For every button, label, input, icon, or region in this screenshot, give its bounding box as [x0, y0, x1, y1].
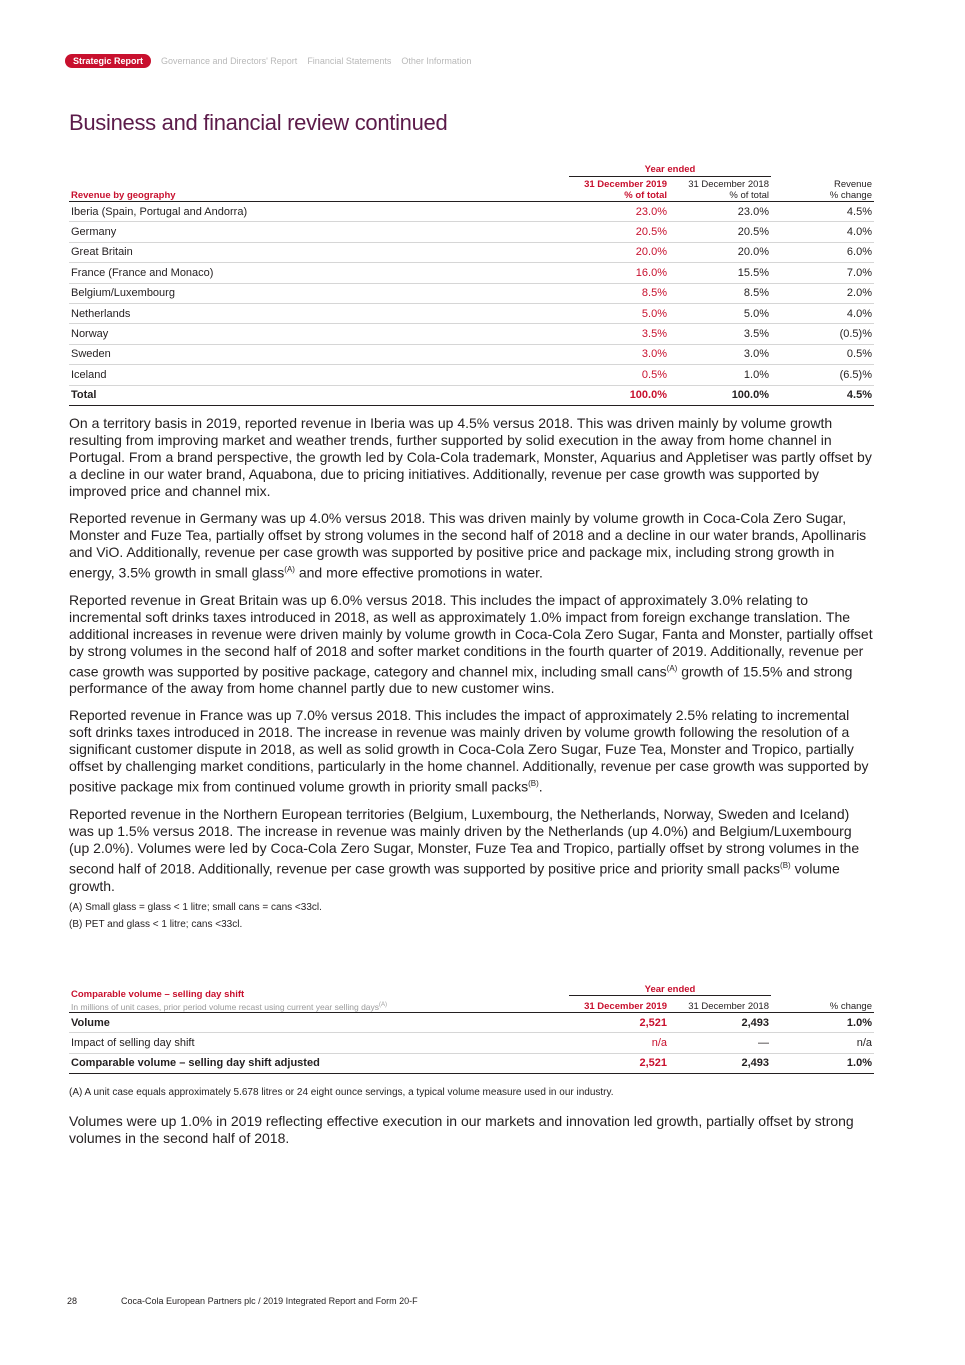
revenue-change: 4.0%	[771, 303, 874, 323]
table-row	[69, 303, 874, 323]
col-2019-header-line1: 31 December 2019	[584, 179, 667, 190]
revenue-v2019: 5.0%	[569, 303, 669, 323]
revenue-change: 4.5%	[771, 202, 874, 222]
table-row	[69, 365, 874, 385]
vol-row-2019: 2,521	[569, 1053, 669, 1073]
paragraph-germany-text-end: and more effective promotions in water.	[294, 564, 543, 581]
vol-row-2019: 2,521	[569, 1013, 669, 1033]
table-row	[69, 222, 874, 242]
vol-row-change: n/a	[771, 1033, 874, 1053]
revenue-change: 7.0%	[771, 263, 874, 283]
vol-year-ended-header: Year ended	[569, 983, 771, 996]
footnote-b: (B) PET and glass < 1 litre; cans <33cl.	[69, 918, 243, 930]
revenue-label: Sweden	[69, 344, 569, 364]
vol-row-2018: 2,493	[669, 1013, 771, 1033]
footnote-ref: (A)	[379, 1002, 388, 1009]
paragraph-gb-text-end: growth of 15.5% and strong performance of the away from home channel partly due to new customer wins.	[69, 663, 853, 697]
nav-governance[interactable]: Governance and Directors' Report	[161, 56, 298, 66]
revenue-label: Iberia (Spain, Portugal and Andorra)	[69, 202, 569, 222]
revenue-v2018: 15.5%	[669, 263, 771, 283]
vol-row-2019: n/a	[569, 1033, 669, 1053]
revenue-v2018: 3.5%	[669, 324, 771, 344]
col-2019-header-line2: % of total	[624, 190, 667, 201]
table-row	[69, 1053, 874, 1073]
footnote-a: (A) Small glass = glass < 1 litre; small cans = cans <33cl.	[69, 901, 322, 913]
vol-row-2018: 2,493	[669, 1053, 771, 1073]
revenue-v2018: 3.0%	[669, 344, 771, 364]
table-row	[69, 263, 874, 283]
col-change-header-line1: Revenue	[833, 179, 872, 190]
vol-col-2018: 31 December 2018	[669, 996, 771, 1013]
col-2018-header	[669, 177, 771, 202]
table-row	[69, 1033, 874, 1053]
table-row	[69, 242, 874, 262]
vol-row-change: 1.0%	[771, 1053, 874, 1073]
vol-row-label: Comparable volume – selling day shift adjusted	[69, 1053, 569, 1073]
revenue-v2019: 16.0%	[569, 263, 669, 283]
table-row	[69, 1013, 874, 1033]
revenue-change: 4.0%	[771, 222, 874, 242]
vol-subtitle	[71, 1000, 567, 1012]
revenue-v2018: 1.0%	[669, 365, 771, 385]
col-change-header	[771, 177, 874, 202]
paragraph-ne-text: Reported revenue in the Northern European territories (Belgium, Luxembourg, the Netherlands, Norway, Sweden and Iceland) was up 1.5% versus 2018. The increase in revenue was mainly driven by the Netherlands (up 4.0%) and Belgium/Luxembourg (up 2.0%). Volumes were led by Coca-Cola Zero Sugar, Monster, Fuze Tea and Tropico, partially offset by strong volumes in the second half of 2018. Additionally, revenue per case growth was supported by positive price and priority small packs	[69, 805, 860, 877]
paragraph-germany	[69, 510, 874, 582]
comparable-volume-table	[69, 983, 874, 1074]
nav-strategic-report[interactable]: Strategic Report	[65, 54, 151, 68]
paragraph-france-text-end: .	[538, 778, 543, 795]
revenue-v2018: 20.0%	[669, 242, 771, 262]
vol-table-title	[69, 989, 569, 1013]
total-2019: 100.0%	[569, 385, 669, 405]
paragraph-ne-text-end: volume growth.	[69, 860, 840, 894]
page-title: Business and financial review continued	[69, 110, 448, 135]
revenue-change: (0.5)%	[771, 324, 874, 344]
footnote-ref: (B)	[780, 860, 791, 870]
revenue-total-row	[69, 385, 874, 405]
vol-col-change: % change	[771, 996, 874, 1013]
footnote-ref: (A)	[666, 663, 678, 673]
revenue-v2019: 3.5%	[569, 324, 669, 344]
total-change: 4.5%	[771, 385, 874, 405]
col-2019-header	[569, 177, 669, 202]
paragraph-france	[69, 707, 874, 796]
vol-col-2019: 31 December 2019	[569, 996, 669, 1013]
paragraph-northern-europe	[69, 806, 874, 895]
footnote-ref: (B)	[528, 779, 539, 789]
paragraph-france-text: Reported revenue in France was up 7.0% versus 2018. This includes the impact of approximately 2.5% relating to incremental soft drinks taxes introduced in 2018. The increase in revenue was mainly driven by volume growth following the resolution of a significant customer dispute in 2018, as well as solid growth in Coca-Cola Zero Sugar, Fuze Tea, Monster and Tropico, partially offset by challenging market conditions, particularly in the home channel. Additionally, revenue per case growth was supported by positive package mix from continued volume growth in priority small packs	[69, 707, 869, 795]
volume-footnote: (A) A unit case equals approximately 5.678 litres or 24 eight ounce servings, a typical volume measure used in our industry.	[69, 1087, 614, 1098]
revenue-label: Iceland	[69, 365, 569, 385]
footer-text: Coca-Cola European Partners plc / 2019 Integrated Report and Form 20-F	[121, 1296, 418, 1306]
revenue-v2019: 20.0%	[569, 242, 669, 262]
top-nav	[65, 54, 471, 68]
revenue-v2018: 20.5%	[669, 222, 771, 242]
revenue-v2019: 23.0%	[569, 202, 669, 222]
table-row	[69, 324, 874, 344]
revenue-v2019: 8.5%	[569, 283, 669, 303]
page-footer	[67, 1296, 418, 1306]
table-row	[69, 344, 874, 364]
vol-row-label: Volume	[69, 1013, 569, 1033]
footnote-ref: (A)	[284, 565, 295, 574]
page-number: 28	[67, 1296, 78, 1306]
vol-title-text: Comparable volume – selling day shift	[71, 989, 245, 1001]
nav-financial-statements[interactable]: Financial Statements	[307, 56, 392, 66]
col-2018-header-line2: % of total	[729, 190, 769, 201]
vol-row-label: Impact of selling day shift	[69, 1033, 569, 1053]
total-2018: 100.0%	[669, 385, 771, 405]
revenue-label: France (France and Monaco)	[69, 263, 569, 283]
paragraph-iberia: On a territory basis in 2019, reported revenue in Iberia was up 4.5% versus 2018. This was driven mainly by volume growth resulting from improving market and weather trends, further supported by solid execution in the away from home channel in Portugal. From a brand perspective, the growth led by Cola-Cola trademark, Monster, Aquarius and Appletiser was partly offset by a decline in our water brand, Aquabona, due to pricing initiatives. Additionally, revenue per case growth was supported by improved price and channel mix.	[69, 415, 872, 499]
revenue-label: Norway	[69, 324, 569, 344]
closing-paragraph: Volumes were up 1.0% in 2019 reflecting effective execution in our markets and innovation led growth, partially offset by strong volumes in the second half of 2018.	[69, 1113, 854, 1146]
paragraph-gb-text: Reported revenue in Great Britain was up 6.0% versus 2018. This includes the impact of approximately 3.0% relating to incremental soft drinks taxes introduced in 2018, as well as approximately 1.0% impact from foreign exchange translation. The additional increases in revenue were driven mainly by volume growth in Coca-Cola Zero Sugar, Fanta and Monster, partially offset by strong volumes in the second half of 2018 and softer market conditions in the fourth quarter of 2019. Additionally, revenue per case growth was supported by positive package, category and channel mix, including small cans	[69, 591, 873, 680]
revenue-change: 0.5%	[771, 344, 874, 364]
revenue-label: Great Britain	[69, 242, 569, 262]
revenue-v2018: 8.5%	[669, 283, 771, 303]
revenue-v2018: 23.0%	[669, 202, 771, 222]
revenue-change: 6.0%	[771, 242, 874, 262]
paragraph-germany-text: Reported revenue in Germany was up 4.0% versus 2018. This was driven mainly by volume growth in Coca-Cola Zero Sugar, Monster and Fuze Tea, partially offset by strong volumes in the second half of 2018 and a decline in our water brands, Apollinaris and ViO. Additionally, revenue per case growth was supported by positive price and package mix, including strong growth in energy, 3.5% growth in small glass	[69, 510, 867, 581]
year-ended-header: Year ended	[569, 162, 771, 177]
paragraph-great-britain	[69, 592, 874, 698]
revenue-label: Belgium/Luxembourg	[69, 283, 569, 303]
revenue-change: (6.5)%	[771, 365, 874, 385]
col-2018-header-line1: 31 December 2018	[688, 179, 769, 190]
table-row	[69, 283, 874, 303]
vol-row-2018: —	[669, 1033, 771, 1053]
revenue-v2019: 20.5%	[569, 222, 669, 242]
revenue-label: Germany	[69, 222, 569, 242]
revenue-v2018: 5.0%	[669, 303, 771, 323]
nav-other-information[interactable]: Other Information	[401, 56, 472, 66]
table-row	[69, 202, 874, 222]
revenue-by-geography-table	[69, 162, 874, 406]
body-text	[69, 415, 874, 935]
revenue-label: Netherlands	[69, 303, 569, 323]
total-label: Total	[69, 385, 569, 405]
revenue-v2019: 3.0%	[569, 344, 669, 364]
revenue-change: 2.0%	[771, 283, 874, 303]
col-change-header-line2: % change	[829, 190, 872, 201]
revenue-v2019: 0.5%	[569, 365, 669, 385]
vol-subtitle-text: In millions of unit cases, prior period volume recast using current year selling days	[71, 1002, 380, 1012]
vol-row-change: 1.0%	[771, 1013, 874, 1033]
revenue-row-header: Revenue by geography	[69, 177, 569, 202]
